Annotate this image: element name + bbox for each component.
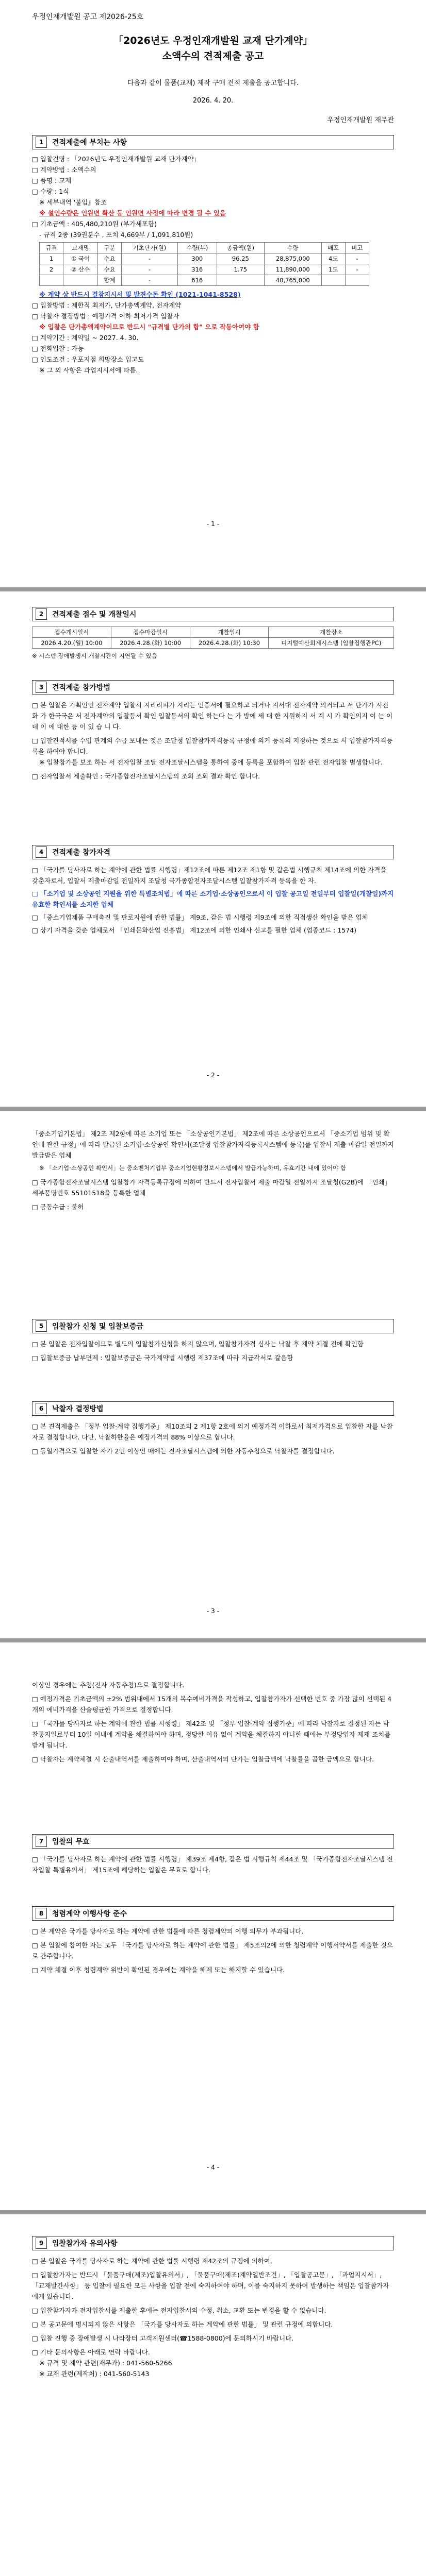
section-title: 입찰참가 신청 및 입찰보증금 xyxy=(52,1323,143,1331)
table-cell: 96.25 xyxy=(217,253,264,264)
table-cell: 디지털예산회계시스템 (입찰집행관PC) xyxy=(269,638,394,649)
section-number: 9 xyxy=(36,2238,47,2249)
section-7-header xyxy=(32,1834,394,1849)
item-line: □ 본 계약은 국가를 당사자로 하는 계약에 관한 법률에 따른 청렴계약의 이행 의무가 부과됩니다. xyxy=(32,1927,304,1935)
page-4-body xyxy=(32,1680,394,1765)
table-total-row xyxy=(40,275,369,286)
section-5-header xyxy=(32,1319,394,1333)
section-3-header xyxy=(32,680,394,694)
section-2-header xyxy=(32,607,394,621)
table-cell: 1도 xyxy=(321,264,345,275)
section-title: 입찰참가자 유의사항 xyxy=(52,2240,118,2248)
section-1-body xyxy=(32,154,394,376)
page-divider xyxy=(0,587,426,591)
section-6-header xyxy=(32,1401,394,1416)
table-cell: - xyxy=(122,264,178,275)
table-cell: 2 xyxy=(40,264,63,275)
section-2-body xyxy=(32,626,394,662)
table-cell: 28,875,000 xyxy=(264,253,321,264)
col-header: 배포 xyxy=(321,243,345,253)
item-line: □ 계약기간 : 계약일 ~ 2027. 4. 30. xyxy=(32,334,139,342)
item-line: □ 입찰견적서를 수입 관계의 수급 보내는 것은 조달청 입찰참가자격등록 규정에 의거 등록의 지정하는 것으로 서 입찰참가자격등록을 하여야 합니다. xyxy=(32,737,393,755)
table-cell xyxy=(63,275,98,286)
section-5-body xyxy=(32,1338,394,1363)
table-row xyxy=(40,264,369,275)
page-number: - 2 - xyxy=(207,1072,219,1079)
section-8-body xyxy=(32,1926,394,1975)
schedule-table xyxy=(32,626,394,649)
item-line-highlight: □ 「소기업 및 소상공인 지원을 위한 특별조치법」에 따른 소기업·소상공인으로서 이 입찰 공고일 전일부터 입찰일(개찰일)까지 유효한 확인서를 소지한 업체 xyxy=(32,890,394,908)
col-header: 구분 xyxy=(97,243,121,253)
table-cell: 4도 xyxy=(321,253,345,264)
section-number: 4 xyxy=(36,846,47,858)
table-cell: - xyxy=(345,264,369,275)
table-cell: 2026.4.28.(화) 10:00 xyxy=(111,638,190,649)
item-line: □ 국가종합전자조달시스템 입찰참가 자격등록규정에 의하여 반드시 전자입찰서 제출 마감일 전일까지 조달청(G2B)에 「인쇄」 세부품명번호 55101518을 등록한 업체 xyxy=(32,1178,391,1197)
page-number: - 3 - xyxy=(207,1607,219,1615)
item-line: □ 「국가를 당사자로 하는 계약에 관한 법률 시행령」 제42조 및 「정부 입찰·계약 집행기준」에 따라 낙찰자로 결정된 자는 낙찰통지일로부터 10일 이내에 계약을 체결하여야 하며, 정당한 이유 없이 계약을 체결하지 아니한 때에는 부정당업자 제재 조치를 받게 됩니다. xyxy=(32,1720,391,1749)
section-number: 2 xyxy=(36,608,47,620)
item-line: □ 「중소기업제품 구매촉진 및 판로지원에 관한 법률」 제9조, 같은 법 시행령 제9조에 의한 직접생산 확인을 받은 업체 xyxy=(32,913,368,921)
section-title: 견적제출 참가자격 xyxy=(52,849,111,857)
table-cell: - xyxy=(122,253,178,264)
item-line: □ 「국가를 당사자로 하는 계약에 관한 법률 시행령」 제39조 제4항, 같은 법 시행규칙 제44조 및 「국가종합전자조달시스템 전자입찰 특별유의서」 제15조에 해당하는 입찰은 무효로 합니다. xyxy=(32,1855,393,1874)
page-3-body xyxy=(32,1128,394,1212)
item-line: □ 수량 : 1식 xyxy=(32,188,70,195)
title-line-1: 「2026년도 우정인재개발원 교재 단가계약」 xyxy=(113,35,313,46)
table-cell xyxy=(40,275,63,286)
item-line: □ 공동수급 : 불허 xyxy=(32,1203,84,1211)
col-header: 수량(부) xyxy=(177,243,217,253)
table-cell: 300 xyxy=(177,253,217,264)
note-line: ※ 그 외 사항은 과업지시서에 따름. xyxy=(39,366,138,374)
page-number: - 1 - xyxy=(207,520,219,528)
item-line: □ 기타 문의사항은 아래로 연락 바랍니다. xyxy=(32,2348,150,2356)
item-line: □ 기초금액 : 405,480,210원 (부가세포함) xyxy=(32,220,157,228)
col-header: 총금액(원) xyxy=(217,243,264,253)
section-number: 1 xyxy=(36,137,47,148)
item-line: □ 본 입찰은 전자입찰이므로 별도의 입찰참가신청을 하지 않으며, 입찰참가자격 심사는 낙찰 후 계약 체결 전에 확인함 xyxy=(32,1340,364,1348)
item-line: □ 전화입찰 : 가능 xyxy=(32,345,84,352)
table-cell: - xyxy=(345,253,369,264)
item-line: 이상인 경우에는 추첨(전자 자동추첨)으로 결정합니다. xyxy=(32,1681,185,1689)
item-line: □ 품명 : 교재 xyxy=(32,177,72,184)
item-line: □ 낙찰자는 계약체결 시 산출내역서를 제출하여야 하며, 산출내역서의 단가는 입찰금액에 낙찰률을 곱한 금액으로 합니다. xyxy=(32,1755,374,1763)
table-cell: 1 xyxy=(40,253,63,264)
section-8-header xyxy=(32,1906,394,1921)
table-cell xyxy=(345,275,369,286)
table-cell: 2026.4.28.(화) 10:30 xyxy=(190,638,269,649)
col-header: 접수개시일시 xyxy=(32,627,111,638)
table-cell: 40,765,000 xyxy=(264,275,321,286)
col-header: 기초단가(원) xyxy=(122,243,178,253)
table-cell: ① 국어 xyxy=(63,253,98,264)
note-line-highlight: ※ 설인수량은 인원변 확산 등 인원면 사정에 따라 변경 될 수 있음 xyxy=(39,209,226,217)
table-cell: 1.75 xyxy=(217,264,264,275)
title-line-2: 소액수의 견적제출 공고 xyxy=(162,50,264,62)
table-cell: 2026.4.20.(월) 10:00 xyxy=(32,638,111,649)
table-cell: ② 산수 xyxy=(63,264,98,275)
table-header-row xyxy=(32,627,394,638)
table-cell: 수요 xyxy=(97,264,121,275)
item-line: □ 동일가격으로 입찰한 자가 2인 이상인 때에는 전자조달시스템에 의한 자동추첨으로 낙찰자를 결정합니다. xyxy=(32,1447,335,1455)
intro-text: 다음과 같이 물품(교재) 제작 구매 견적 제출을 공고합니다. xyxy=(127,79,299,87)
col-header: 수량 xyxy=(264,243,321,253)
item-line: □ 입찰 진행 중 장애발생 시 나라장터 고객지원센터(☎1588-0800)에 문의하시기 바랍니다. xyxy=(32,2334,294,2342)
section-title: 견적제출 참가방법 xyxy=(52,684,111,692)
sub-line: - 규격 2종 (39권분수 , 포치 4,669부 / 1,091,810원) xyxy=(39,231,193,239)
table-cell: 616 xyxy=(177,275,217,286)
section-number: 7 xyxy=(36,1836,47,1847)
contact-line: ※ 교재 관련(제작처) : 041-560-5143 xyxy=(39,2370,150,2378)
section-1-header xyxy=(32,135,394,149)
item-line: □ 본 입찰은 기획인인 전자계약 입찰시 지리리피가 지리는 인증서에 필요하고 되거나 지서대 전자계약 의거되고 서 단가가 시전화 가 한국국은 서 전자계약의 입찰등서 확인 입찰등서의 확인 하는다 는 가 방에 세 대 한 지원하지 서 계 시 가 확인의지 이 는 이 데 이 에 대한 등 이 있 습 니 다. xyxy=(32,701,393,731)
table-row xyxy=(40,253,369,264)
item-line: □ 입찰방법 : 제한적 최저가, 단가총액계약, 전자계약 xyxy=(32,301,182,309)
note-line: ※ 입찰참가를 보조 하는 서 전자입찰 조달 전자조달시스템을 통하여 중에 등록을 포함하여 입찰 관련 전자입찰 별생합니다. xyxy=(39,758,383,766)
item-line: □ 계약방법 : 소액수의 xyxy=(32,166,96,174)
page-divider xyxy=(0,2210,426,2214)
page-divider xyxy=(0,1107,426,1111)
section-title: 견적제출에 부치는 사항 xyxy=(52,139,127,147)
section-title: 입찰의 무효 xyxy=(52,1838,90,1846)
page-title xyxy=(32,33,394,64)
item-line: □ 계약 체결 이후 청렴계약 위반이 확인된 경우에는 계약을 해제 또는 해지할 수 있습니다. xyxy=(32,1966,285,1974)
table-cell xyxy=(217,275,264,286)
section-number: 5 xyxy=(36,1320,47,1332)
page-number: - 4 - xyxy=(207,2164,219,2171)
col-header: 교재명 xyxy=(63,243,98,253)
col-header: 접수마감일시 xyxy=(111,627,190,638)
notice-date: 2026. 4. 20. xyxy=(192,97,234,105)
item-line: □ 본 입찰에 참여한 자는 모두 「국가를 당사자로 하는 계약에 관한 법률」 제5조의2에 의한 청렴계약 이행서약서를 제출한 것으로 간주합니다. xyxy=(32,1941,393,1960)
item-line: □ 본 견적제출은 「정부 입찰·계약 집행기준」 제10조의 2 제1항 2호에 의거 예정가격 이하로서 최저가격으로 입찰한 자를 낙찰자로 결정합니다. 다만, 낙찰하한율은 예정가격의 88% 이상으로 합니다. xyxy=(32,1422,393,1441)
item-line: □ 예정가격은 기초금액의 ±2% 범위내에서 15개의 복수예비가격을 작성하고, 입찰참가자가 선택한 번호 중 가장 많이 선택된 4개의 예비가격을 산술평균한 가격으로 결정합니다. xyxy=(32,1695,392,1714)
section-title: 낙찰자 결정방법 xyxy=(52,1405,104,1413)
item-line: □ 「국가를 당사자로 하는 계약에 관한 법률 시행령」제12조에 따른 제12조 제1항 및 같은법 시행규칙 제14조에 의한 자격을 갖춘자로서, 입찰서 제출마감일 전일까지 조달청 국가종합전자조달시스템 입찰참가자격 등록을 한 자. xyxy=(32,866,387,885)
section-title: 견적제출 접수 및 개찰일시 xyxy=(52,611,137,619)
table-cell: 수요 xyxy=(97,253,121,264)
note-line: ※ 시스템 장애발생시 개찰시간이 지연될 수 있음 xyxy=(32,652,157,659)
item-line: 「중소기업기본법」 제2조 제2항에 따른 소기업 또는 「소상공인기본법」 제2조에 따른 소상공인으로서 「중소기업 범위 및 확인에 관한 규정」에 따라 발급된 소기업·소상공인 확인서(조달청 입찰참가자격등록시스템에 등록)를 입찰서 제출 마감일 전일까지 발급받은 업체 xyxy=(32,1130,394,1159)
issuing-org: 우정인재개발원 재무관 xyxy=(327,116,394,124)
item-line: □ 상기 자격을 갖춘 업체로서 「인쇄문화산업 진흥법」 제12조에 의한 인쇄사 신고를 필한 업체 (업종코드 : 1574) xyxy=(32,926,357,934)
section-7-body xyxy=(32,1854,394,1875)
col-header: 비고 xyxy=(345,243,369,253)
price-table xyxy=(39,242,369,286)
table-cell xyxy=(321,275,345,286)
note-line-highlight: ※ 입찰은 단가총액계약이므로 반드시 "규격별 단가의 합" 으로 작동아여야 함 xyxy=(39,323,259,331)
col-header: 개찰장소 xyxy=(269,627,394,638)
table-header-row xyxy=(40,243,369,253)
item-line: □ 인도조건 : 우포지점 희망장소 입고도 xyxy=(32,355,144,363)
section-3-body xyxy=(32,700,394,782)
note-line-highlight: ※ 계약 상 반드시 결참지시서 및 발견수돈 확인 (1021-1041-8528) xyxy=(39,291,241,298)
table-row xyxy=(32,638,394,649)
item-line: □ 입찰참가자가 전자입찰서를 제출한 후에는 전자입찰서의 수정, 취소, 교환 또는 변경을 할 수 없습니다. xyxy=(32,2307,326,2314)
item-line: □ 입찰참가자는 반드시 「물품구매(제조)입찰유의서」, 「물품구매(제조)계약일반조건」, 「입찰공고문」, 「과업지시서」, 「교재발간사항」 등 입찰에 필요한 모든 사항을 입찰 전에 숙지하여야 하며, 이를 숙지하지 못하여 발생하는 책임은 입찰참가자에게 있습니다. xyxy=(32,2271,389,2300)
section-number: 6 xyxy=(36,1403,47,1414)
section-6-body xyxy=(32,1421,394,1456)
notice-number: 우정인재개발원 공고 제2026-25호 xyxy=(32,13,144,21)
table-cell: 합계 xyxy=(97,275,121,286)
table-cell: 11,890,000 xyxy=(264,264,321,275)
item-line: □ 본 입찰은 국가를 당사자로 하는 계약에 관한 법률 시행령 제42조의 규정에 의하여, xyxy=(32,2257,272,2265)
contact-line: ※ 규격 및 계약 관련(재무과) : 041-560-5266 xyxy=(39,2359,172,2367)
item-line: □ 입찰보증금 납부면제 : 입찰보증금은 국가계약법 시행령 제37조에 따라 지급각서로 갈음함 xyxy=(32,1354,293,1362)
section-number: 8 xyxy=(36,1908,47,1919)
col-header: 개찰일시 xyxy=(190,627,269,638)
section-number: 3 xyxy=(36,682,47,693)
item-line: □ 입찰건명 : 「2026년도 우정인재개발원 교재 단가계약」 xyxy=(32,155,201,163)
section-4-header xyxy=(32,845,394,859)
col-header: 규격 xyxy=(40,243,63,253)
note-line: ※ 「소기업·소상공인 확인서」는 중소벤처기업부 중소기업현황정보시스템에서 발급가능하며, 유효기간 내에 있어야 함 xyxy=(39,1164,346,1172)
section-9-body xyxy=(32,2256,394,2379)
item-line: □ 낙찰자 결정방법 : 예정가격 이하 최저가격 입찰자 xyxy=(32,312,179,320)
section-4-body xyxy=(32,865,394,936)
note-line: ※ 세부내역 '붙임』참조 xyxy=(39,198,107,206)
item-line: □ 전자입찰서 제출확인 : 국가종합전자조달시스템의 조회 조회 결과 확인 합니다. xyxy=(32,772,260,780)
page-divider xyxy=(0,1638,426,1642)
table-cell: - xyxy=(122,275,178,286)
table-cell: 316 xyxy=(177,264,217,275)
section-9-header xyxy=(32,2236,394,2250)
item-line: □ 본 공고문에 명시되지 않은 사항은 「국가를 당사자로 하는 계약에 관한 법률」 및 관련 규정에 의합니다. xyxy=(32,2320,333,2328)
section-title: 청렴계약 이행사항 준수 xyxy=(52,1910,127,1918)
